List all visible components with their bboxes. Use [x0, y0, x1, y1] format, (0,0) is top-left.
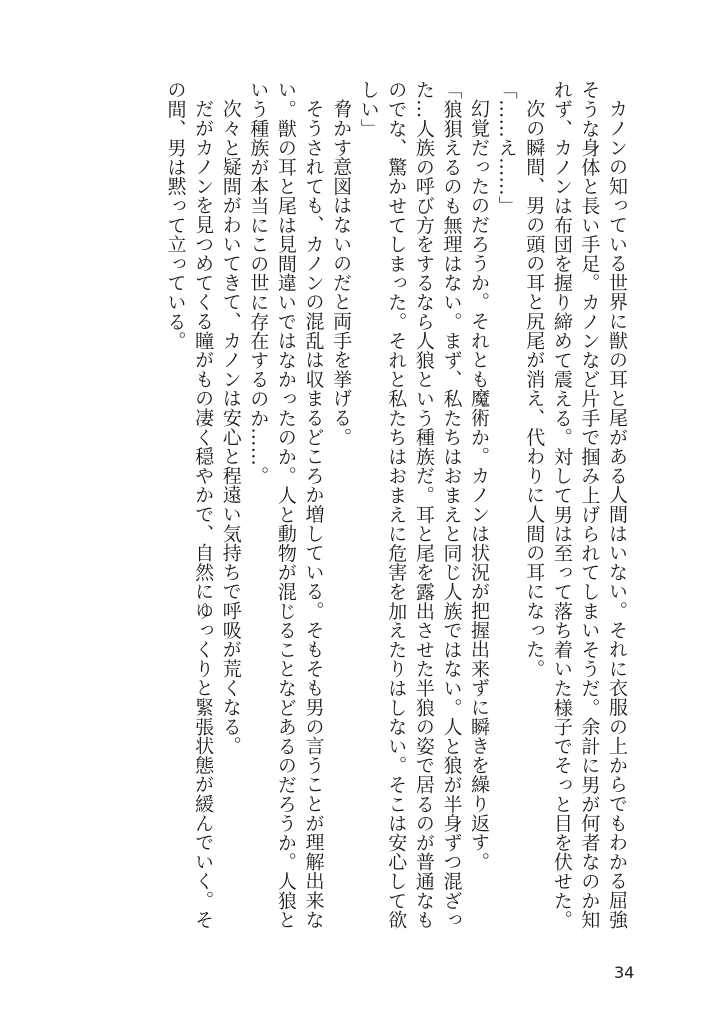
- page-number: 34: [614, 963, 635, 982]
- paragraph-5: そうされても、カノンの混乱は収まるどころか増している。そもそも男の言うことが理解出来ない。獣の耳と尾は見間違いではなかったのか。人と動物が混じることなどあるのだろうか。人狼という種族が本当にこの世に存在するのか……。: [247, 80, 325, 930]
- paragraph-3: 幻覚だったのだろうか。それとも魔術か。カノンは状況が把握出来ずに瞬きを繰り返す。: [468, 99, 491, 871]
- dialogue-2: 「狼狽えるのも無理はない。まず、私たちはおまえと同じ人族ではない。人と狼が半身ずつ混ざった…人族の呼び方をするなら人狼という種族だ。耳と尾を露出させた半狼の姿で居るのが普通なものでな、驚かせてしまった。それと私たちはおまえに危害を加えたりはしない。そこは安心して欲しい」: [357, 80, 463, 930]
- paragraph-6: 次々と疑問がわいてきて、カノンは安心と程遠い気持ちで呼吸が荒くなる。: [219, 99, 242, 756]
- paragraph-1: カノンの知っている世界に獣の耳と尾がある人間はいない。それに衣服の上からでもわかる屈強そうな身体と長い手足。カノンなど片手で掴み上げられてしまいそうだ。余計に男が何者なのか知れず、カノンは布団を握り締めて震える。対して男は至って落ち着いた様子でそっと目を伏せた。: [550, 80, 628, 930]
- paragraph-7: だがカノンを見つめてくる瞳がもの凄く穏やかで、自然にゆっくりと緊張状態が緩んでいく。その間、男は黙って立っている。: [164, 80, 215, 929]
- dialogue-1: 「……え……」: [495, 80, 518, 216]
- paragraph-2: 次の瞬間、男の頭の耳と尻尾が消え、代わりに人間の耳になった。: [523, 99, 546, 678]
- paragraph-4: 脅かす意図はないのだと両手を挙げる。: [330, 99, 353, 447]
- vertical-text-block: [90, 80, 630, 940]
